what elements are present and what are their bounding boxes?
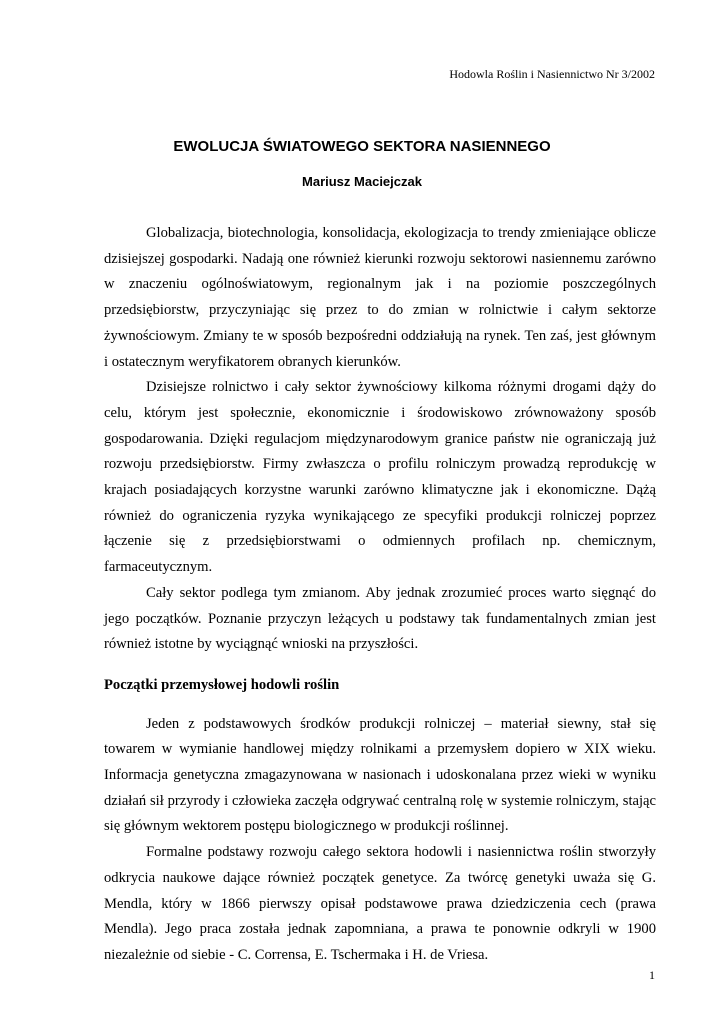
journal-header: Hodowla Roślin i Nasiennictwo Nr 3/2002 bbox=[449, 67, 655, 81]
article-title: EWOLUCJA ŚWIATOWEGO SEKTORA NASIENNEGO bbox=[173, 138, 551, 155]
article-body bbox=[104, 221, 656, 969]
paragraph: Cały sektor podlega tym zmianom. Aby jednak zrozumieć proces warto sięgnąć do jego początków. Poznanie przyczyn leżących u podstawy tak fundamentalnych zmian jest również istotne by wyciągnąć wnioski na przyszłości. bbox=[104, 584, 656, 653]
paragraph: Jeden z podstawowych środków produkcji rolniczej – materiał siewny, stał się towarem w wymianie handlowej między rolnikami a przemysłem dopiero w XIX wieku. Informacja genetyczna zmagazynowana w nasionach i udoskonalana przez wieki w wyniku działań sił przyrody i człowieka zaczęła odgrywać centralną rolę w systemie rolniczym, stając się głównym wektorem postępu biologicznego w produkcji roślinnej. bbox=[104, 715, 656, 835]
article-author: Mariusz Maciejczak bbox=[302, 174, 422, 189]
paragraph: Formalne podstawy rozwoju całego sektora hodowli i nasiennictwa roślin stworzyły odkrycia naukowe dające również początek genetyce. Za twórcę genetyki uważa się G. Mendla, który w 1866 pierwszy opisał podstawowe prawa dziedziczenia cech (prawa Mendla). Jego praca została jednak zapomniana, a prawa te ponownie odkryli w 1900 niezależnie od siebie - C. Corrensa, E. Tschermaka i H. de Vriesa. bbox=[104, 844, 656, 963]
page-number: 1 bbox=[649, 968, 655, 982]
paragraph: Dzisiejsze rolnictwo i cały sektor żywnościowy kilkoma różnymi drogami dąży do celu, którym jest społecznie, ekonomicznie i środowiskowo zrównoważony sposób gospodarowania. Dzięki regulacjom międzynarodowym granice państw nie ograniczają już rozwoju przedsiębiorstw. Firmy zwłaszcza o profilu rolniczym prowadzą reprodukcję w krajach posiadających korzystne warunki zarówno klimatyczne jak i ekonomiczne. Dążą również do ograniczenia ryzyka wynikającego ze specyfiki produkcji rolniczej poprzez łączenie się z przedsiębiorstwami o odmiennych profilach np. chemicznym, farmaceutycznym. bbox=[104, 379, 656, 576]
paragraph: Globalizacja, biotechnologia, konsolidacja, ekologizacja to trendy zmieniające oblicze dzisiejszej gospodarki. Nadają one również kierunki rozwoju sektorowi nasiennemu zarówno w znaczeniu ogólnoświatowym, regionalnym jak i na poziomie poszczególnych przedsiębiorstw, przyczyniając się przez to do zmian w rolnictwie i całym sektorze żywnościowym. Zmiany te w sposób bezpośredni oddziałują na rynek. Ten zaś, jest głównym i ostatecznym weryfikatorem obranych kierunków. bbox=[104, 225, 656, 370]
section-heading: Początki przemysłowej hodowli roślin bbox=[104, 676, 340, 693]
